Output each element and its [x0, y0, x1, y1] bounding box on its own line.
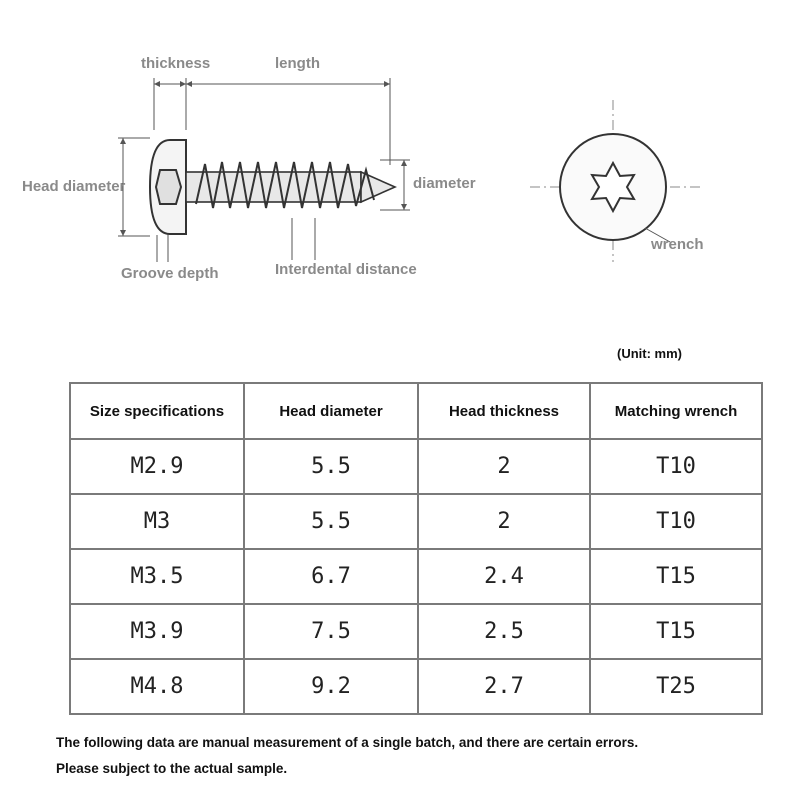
wrench-label: wrench	[651, 236, 704, 253]
interdental-distance-label: Interdental distance	[275, 261, 417, 278]
cell-wrench: T10	[590, 439, 762, 494]
cell-head-thickness: 2.5	[418, 604, 590, 659]
cell-wrench: T25	[590, 659, 762, 714]
cell-size: M3.9	[70, 604, 244, 659]
torx-top-view	[560, 134, 666, 240]
table-row	[70, 549, 762, 604]
screw-drawing	[0, 0, 800, 330]
cell-wrench: T15	[590, 604, 762, 659]
table-header-row	[70, 383, 762, 439]
diameter-label: diameter	[413, 175, 476, 192]
cell-size: M3	[70, 494, 244, 549]
footnote-line-2: Please subject to the actual sample.	[56, 761, 288, 776]
table-row	[70, 659, 762, 714]
length-label: length	[275, 55, 320, 72]
unit-note: (Unit: mm)	[617, 346, 682, 361]
cell-size: M2.9	[70, 439, 244, 494]
cell-wrench: T15	[590, 549, 762, 604]
cell-head-diameter: 5.5	[244, 494, 418, 549]
cell-head-diameter: 6.7	[244, 549, 418, 604]
cell-head-thickness: 2	[418, 494, 590, 549]
cell-head-diameter: 9.2	[244, 659, 418, 714]
header-matching-wrench: Matching wrench	[590, 383, 762, 439]
cell-head-thickness: 2	[418, 439, 590, 494]
table-row	[70, 494, 762, 549]
table-row	[70, 439, 762, 494]
footnote-line-1: The following data are manual measurement of a single batch, and there are certain errors.	[56, 735, 639, 750]
cell-head-thickness: 2.4	[418, 549, 590, 604]
thickness-label: thickness	[141, 55, 211, 72]
table-row	[70, 604, 762, 659]
screw-head	[150, 140, 186, 234]
head-diameter-label: Head diameter	[22, 178, 126, 195]
groove-depth-label: Groove depth	[121, 265, 219, 282]
cell-size: M4.8	[70, 659, 244, 714]
cell-head-diameter: 7.5	[244, 604, 418, 659]
cell-wrench: T10	[590, 494, 762, 549]
header-head-diameter: Head diameter	[244, 383, 418, 439]
spec-table	[69, 382, 763, 715]
cell-head-diameter: 5.5	[244, 439, 418, 494]
cell-size: M3.5	[70, 549, 244, 604]
header-size: Size specifications	[70, 383, 244, 439]
screw-diagram	[0, 0, 800, 330]
cell-head-thickness: 2.7	[418, 659, 590, 714]
header-head-thickness: Head thickness	[418, 383, 590, 439]
